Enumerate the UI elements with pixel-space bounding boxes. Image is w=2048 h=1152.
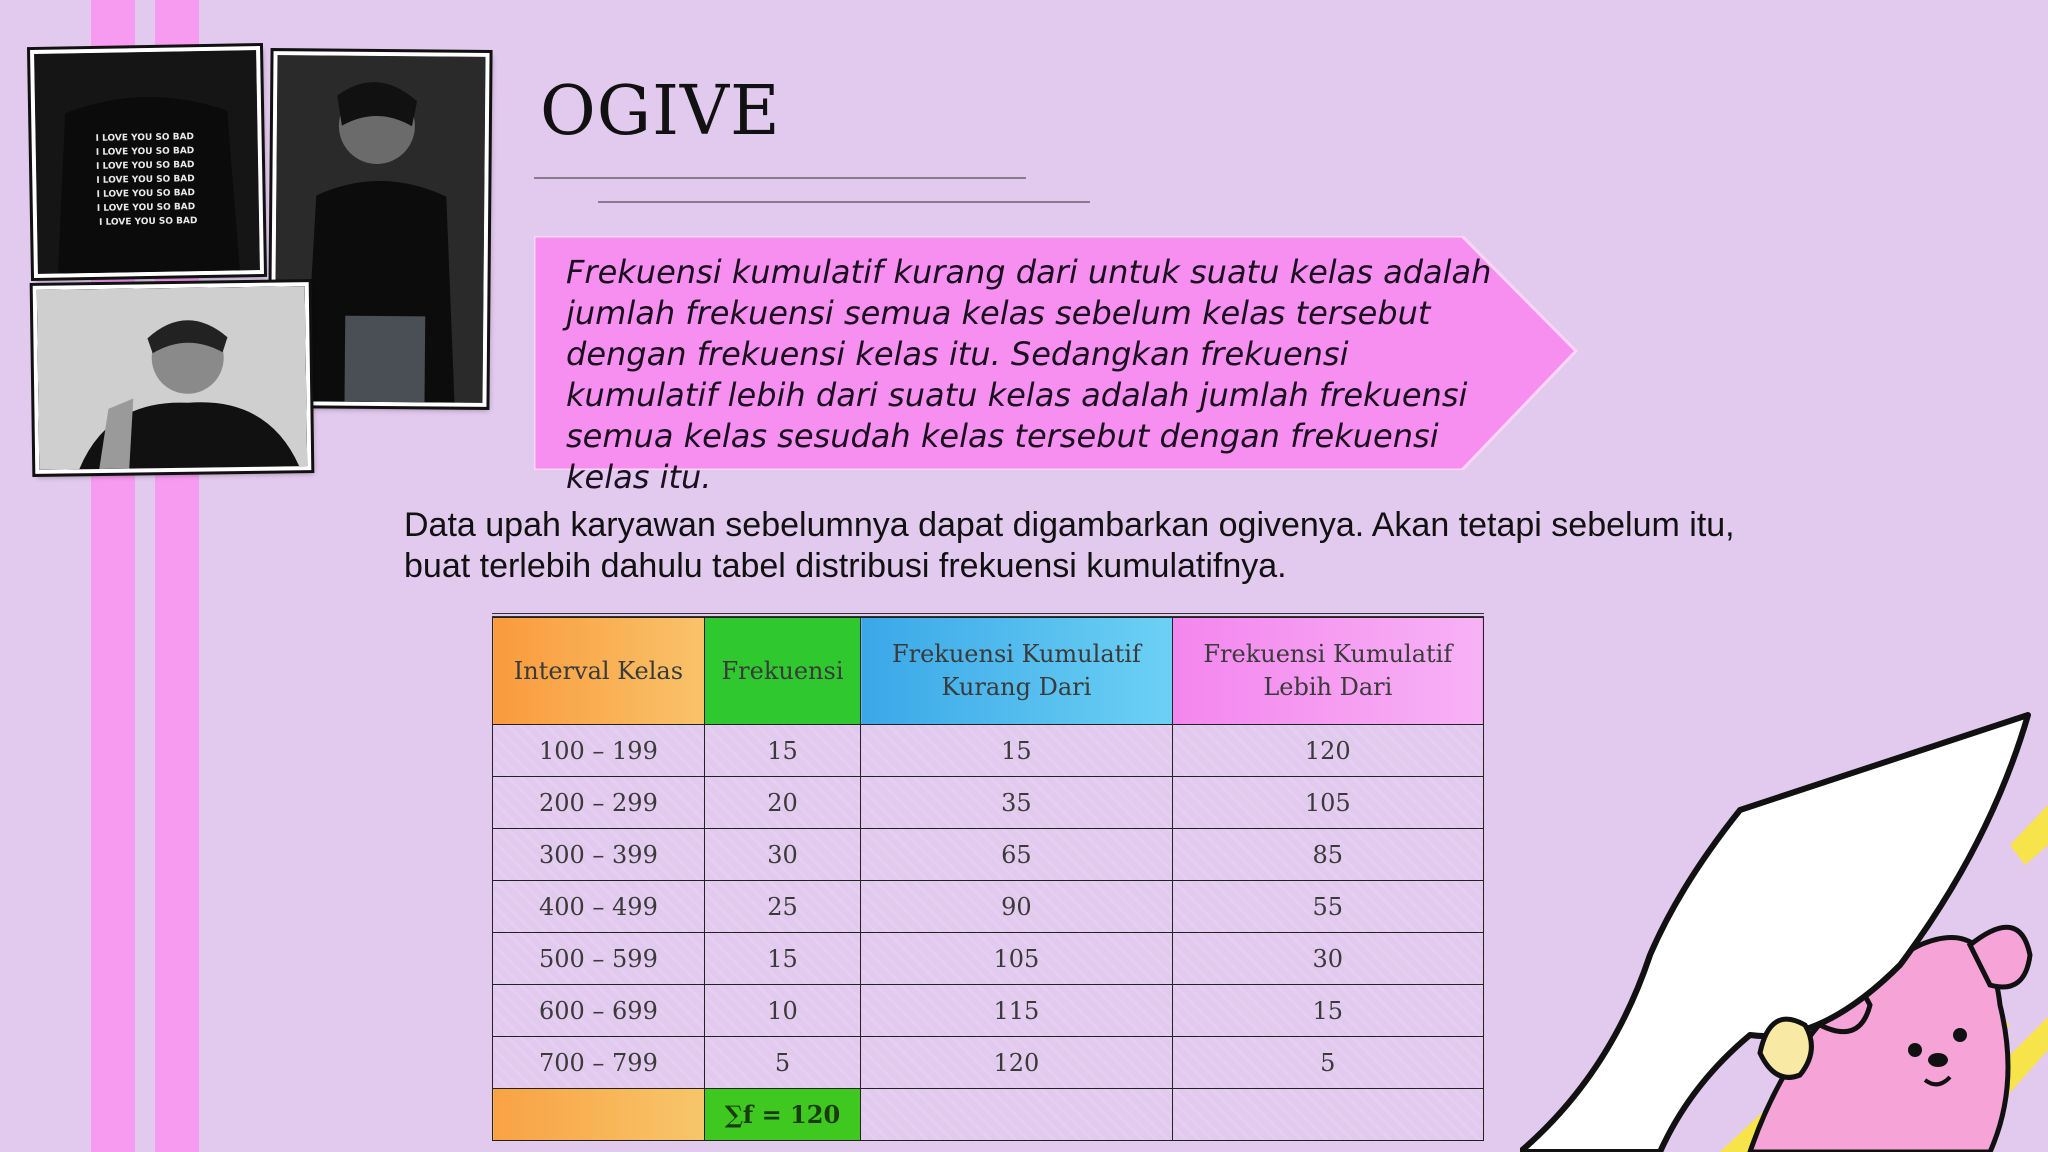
- total-empty-cell: [1172, 1089, 1483, 1141]
- cell-kurang-dari: 35: [861, 777, 1172, 829]
- table-row: [493, 777, 1484, 829]
- cell-kurang-dari: 65: [861, 829, 1172, 881]
- table-row: [493, 829, 1484, 881]
- table-row: [493, 881, 1484, 933]
- cell-kurang-dari: 15: [861, 725, 1172, 777]
- table-row: [493, 725, 1484, 777]
- cell-kurang-dari: 90: [861, 881, 1172, 933]
- cell-lebih-dari: 15: [1172, 985, 1483, 1037]
- shirt-print-5: I LOVE YOU SO BAD: [96, 188, 196, 200]
- slide-title: OGIVE: [540, 72, 781, 151]
- header-lebih-dari: Frekuensi Kumulatif Lebih Dari: [1172, 618, 1483, 725]
- cell-kurang-dari: 105: [861, 933, 1172, 985]
- cell-interval: 300 – 399: [493, 829, 705, 881]
- cell-lebih-dari: 120: [1172, 725, 1483, 777]
- shirt-print-2: I LOVE YOU SO BAD: [95, 146, 195, 158]
- table-row: [493, 985, 1484, 1037]
- table-row: [493, 1037, 1484, 1089]
- intro-paragraph: Data upah karyawan sebelumnya dapat digambarkan ogivenya. Akan tetapi sebelum itu, buat terlebih dahulu tabel distribusi frekuensi kumulatifnya.: [404, 506, 1735, 585]
- cell-frekuensi: 30: [704, 829, 860, 881]
- cell-frekuensi: 20: [704, 777, 860, 829]
- total-empty-cell: [861, 1089, 1172, 1141]
- cell-frekuensi: 5: [704, 1037, 860, 1089]
- cumulative-frequency-table: [492, 613, 1484, 1141]
- total-frekuensi: ∑f = 120: [704, 1089, 860, 1141]
- shirt-print-4: I LOVE YOU SO BAD: [96, 174, 195, 186]
- cell-lebih-dari: 5: [1172, 1037, 1483, 1089]
- cell-interval: 600 – 699: [493, 985, 705, 1037]
- header-interval: Interval Kelas: [493, 618, 705, 725]
- shirt-print-3: I LOVE YOU SO BAD: [95, 160, 195, 172]
- cell-kurang-dari: 115: [861, 985, 1172, 1037]
- title-underline-2: [598, 201, 1090, 203]
- header-kurang-dari: Frekuensi Kumulatif Kurang Dari: [861, 618, 1172, 725]
- cell-lebih-dari: 55: [1172, 881, 1483, 933]
- shirt-print-7: I LOVE YOU SO BAD: [98, 216, 198, 228]
- cell-frekuensi: 15: [704, 933, 860, 985]
- cell-frekuensi: 10: [704, 985, 860, 1037]
- cell-frekuensi: 25: [704, 881, 860, 933]
- shirt-print-6: I LOVE YOU SO BAD: [96, 202, 196, 214]
- shirt-print-1: I LOVE YOU SO BAD: [95, 132, 195, 144]
- total-empty-cell: [493, 1089, 705, 1141]
- cell-lebih-dari: 85: [1172, 829, 1483, 881]
- cell-frekuensi: 15: [704, 725, 860, 777]
- table-header-row: [493, 618, 1484, 725]
- table-total-row: [493, 1089, 1484, 1141]
- photo-smiling: [33, 282, 312, 474]
- mascot-illustration: [1520, 705, 2048, 1152]
- definition-text: Frekuensi kumulatif kurang dari untuk suatu kelas adalah jumlah frekuensi semua kelas sebelum kelas tersebut dengan frekuensi kelas itu. Sedangkan frekuensi kumulatif lebih dari suatu kelas adalah jumlah frekuensi semua kelas sesudah kelas tersebut dengan frekuensi kelas itu.: [566, 253, 1492, 496]
- photo-shirt: [30, 46, 264, 278]
- cell-interval: 400 – 499: [493, 881, 705, 933]
- title-underline-1: [534, 177, 1026, 179]
- cell-interval: 500 – 599: [493, 933, 705, 985]
- cell-lebih-dari: 30: [1172, 933, 1483, 985]
- header-frekuensi: Frekuensi: [704, 618, 860, 725]
- cell-interval: 700 – 799: [493, 1037, 705, 1089]
- table-row: [493, 933, 1484, 985]
- cell-interval: 100 – 199: [493, 725, 705, 777]
- cell-lebih-dari: 105: [1172, 777, 1483, 829]
- cell-kurang-dari: 120: [861, 1037, 1172, 1089]
- cell-interval: 200 – 299: [493, 777, 705, 829]
